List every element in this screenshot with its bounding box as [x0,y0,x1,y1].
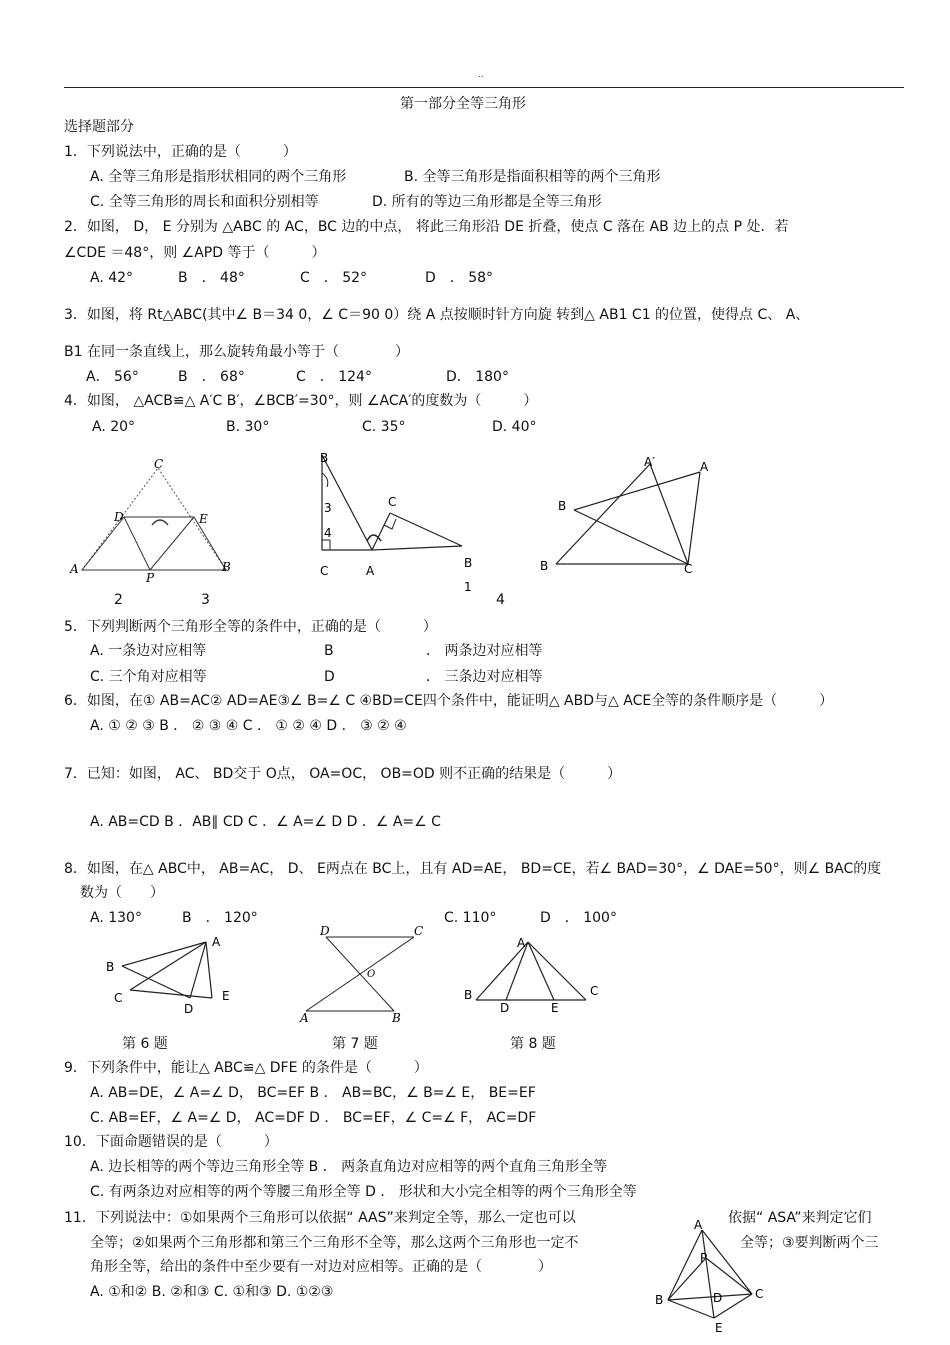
fig8-label-e: E [551,1001,559,1015]
fig4-label-a-prime: A′ [644,455,655,469]
fig3-label-b1-sub: 1 [464,580,472,594]
fig2-label-a: A [70,562,79,576]
q4-option-b: B. 30° [226,419,270,435]
fig6-label-a: A [212,935,221,949]
q2-option-a: A. 42° [90,270,134,286]
figure-q4 [538,452,728,586]
fig11-label-c: C [755,1287,764,1301]
figure-q8 [460,930,610,1024]
figure-q7 [296,925,436,1029]
q11-line3: 角形全等，给出的条件中至少要有一对边对应相等。正确的是（ ） [90,1259,552,1275]
q9-options-ab: A. AB=DE，∠ A=∠ D， BC=EF B ． AB=BC，∠ B=∠ E， BE=EF [90,1085,536,1101]
caption-fig2: 2 [114,592,123,608]
q1-option-d: D. 所有的等边三角形都是全等三角形 [372,194,602,210]
q10-options-ab: A. 边长相等的两个等边三角形全等 B ． 两条直角边对应相等的两个直角三角形全等 [90,1159,608,1175]
fig2-label-d: D [114,510,124,524]
q2-option-c: C ． 52° [300,270,368,286]
q4-option-c: C. 35° [362,419,406,435]
fig7-label-b: B [392,1011,401,1025]
q1-option-a: A. 全等三角形是指形状相同的两个三角形 [90,169,347,185]
fig6-label-d: D [184,1002,194,1016]
fig8-label-c: C [590,984,599,998]
fig8-label-a: A [517,936,526,950]
fig11-label-a: A [694,1218,703,1232]
q11-options: A. ①和② B. ②和③ C. ①和③ D. ①②③ [90,1284,334,1300]
fig4-label-b: B [558,499,567,513]
q7-stem: 7．已知：如图， AC、 BD交于 O点， OA=OC， OB=OD 则不正确的结果是（ ） [64,766,622,782]
q1-option-b: B. 全等三角形是指面积相等的两个三角形 [404,169,661,185]
q11-line1-end: 依据“ ASA”来判定它们 [728,1210,872,1226]
q1-option-c: C. 全等三角形的周长和面积分别相等 [90,194,319,210]
q5-option-d-letter: D [324,669,335,685]
header-dots: .. [478,70,484,80]
fig3-label-c: C [320,564,329,578]
header-rule [64,87,904,88]
fig11-label-d: D [713,1291,723,1305]
q4-stem: 4．如图， △ACB≌△ A′C B′，∠BCB′=30°，则 ∠ACA′的度数为（ ） [64,393,538,409]
fig3-angle-4: 4 [324,526,332,540]
fig4-label-c: C [684,562,693,576]
fig4-label-b-prime: B [540,559,549,573]
caption-fig7: 第 7 题 [332,1036,378,1052]
q3-option-c: C ． 124° [296,369,372,385]
q8-line2: 数为（ ） [80,885,164,901]
q5-stem: 5．下列判断两个三角形全等的条件中，正确的是（ ） [64,619,437,635]
q5-option-d: ． 三条边对应相等 [426,669,543,685]
fig3-label-a: A [366,564,375,578]
fig4-label-a: A [700,460,709,474]
q7-options: A. AB=CD B ．AB∥ CD C ．∠ A=∠ D D ．∠ A=∠ C [90,814,441,830]
q3-option-b: B ． 68° [178,369,245,385]
q2-option-b: B ． 48° [178,270,245,286]
q9-stem: 9．下列条件中，能让△ ABC≌△ DFE 的条件是（ ） [64,1060,428,1076]
fig8-label-b: B [464,988,473,1002]
q1-stem: 1．下列说法中，正确的是（ ） [64,144,297,160]
figure-q6 [100,930,240,1024]
fig3-angle-3: 3 [324,501,332,515]
fig2-label-c: C [154,457,164,471]
q3-option-a: A． 56° [86,369,139,385]
q10-stem: 10．下面命题错误的是（ ） [64,1134,278,1150]
fig2-label-p: P [146,571,155,585]
q8-line1: 8．如图，在△ ABC中， AB=AC， D、 E两点在 BC上，且有 AD=AE， BD=CE，若∠ BAD=30°，∠ DAE=50°，则∠ BAC的度 [64,861,882,877]
q11-line1: 11．下列说法中：①如果两个三角形可以依据“ AAS”来判定全等，那么一定也可以 [64,1210,576,1226]
q10-options-cd: C. 有两条边对应相等的两个等腰三角形全等 D ． 形状和大小完全相等的两个三角形全等 [90,1184,637,1200]
doc-title: 第一部分全等三角形 [400,96,526,112]
q2-option-d: D ． 58° [425,270,494,286]
q3-option-d: D． 180° [446,369,509,385]
figure-q11 [650,1218,780,1342]
fig3-label-b1: B [464,556,473,570]
fig3-label-c1: C [388,495,397,509]
q8-option-c: C. 110° [444,910,497,926]
fig7-label-d: D [320,924,330,938]
q6-options: A. ① ② ③ B ． ② ③ ④ C ． ① ② ④ D ． ③ ② ④ [90,718,407,734]
fig7-label-o: O [367,969,376,980]
caption-fig3: 3 [201,592,210,608]
q2-line1: 2．如图， D， E 分别为 △ABC 的 AC，BC 边的中点， 将此三角形沿 DE 折叠，使点 C 落在 AB 边上的点 P 处．若 [64,219,789,235]
q8-option-a: A. 130° [90,910,142,926]
fig3-label-b: B [320,451,329,465]
q3-line2: B1 在同一条直线上，那么旋转角最小等于（ ） [64,344,409,360]
caption-fig6: 第 6 题 [122,1036,168,1052]
figure-q2 [60,455,240,589]
q4-option-d: D. 40° [492,419,537,435]
fig6-label-c: C [114,991,123,1005]
fig6-label-b: B [106,960,115,974]
q4-option-a: A. 20° [92,419,136,435]
fig7-label-c: C [414,924,424,938]
q11-line2: 全等；②如果两个三角形都和第三个三角形不全等，那么这两个三角形也一定不 [90,1235,579,1251]
q2-line2: ∠CDE ＝48°，则 ∠APD 等于（ ） [64,245,326,261]
fig11-label-p: P [700,1251,708,1265]
q8-option-b: B ． 120° [182,910,258,926]
fig11-label-b: B [655,1293,664,1307]
q5-option-c: C. 三个角对应相等 [90,669,207,685]
q5-option-a: A. 一条边对应相等 [90,643,207,659]
fig11-label-e: E [715,1321,723,1335]
caption-fig8: 第 8 题 [510,1036,556,1052]
q8-option-d: D ． 100° [540,910,617,926]
q11-line2-end: 全等；③要判断两个三 [740,1235,879,1251]
fig2-label-e: E [199,512,208,526]
fig2-label-b: B [222,560,231,574]
fig8-label-d: D [500,1001,510,1015]
q5-option-b-letter: B [324,643,334,659]
fig6-label-e: E [222,989,230,1003]
q3-line1: 3．如图，将 Rt△ABC(其中∠ B＝34 0，∠ C＝90 0）绕 A 点按顺时针方向旋 转到△ AB1 C1 的位置，使得点 C、 A、 [64,307,810,323]
fig7-label-a: A [300,1011,309,1025]
section-heading: 选择题部分 [64,119,134,135]
q6-stem: 6．如图，在① AB=AC② AD=AE③∠ B=∠ C ④BD=CE四个条件中，能证明△ ABD与△ ACE全等的条件顺序是（ ） [64,693,834,709]
q9-options-cd: C. AB=EF，∠ A=∠ D， AC=DF D ． BC=EF，∠ C=∠ F， AC=DF [90,1110,537,1126]
q5-option-b: ． 两条边对应相等 [426,643,543,659]
caption-fig4: 4 [496,592,505,608]
figure-q3 [312,445,482,599]
